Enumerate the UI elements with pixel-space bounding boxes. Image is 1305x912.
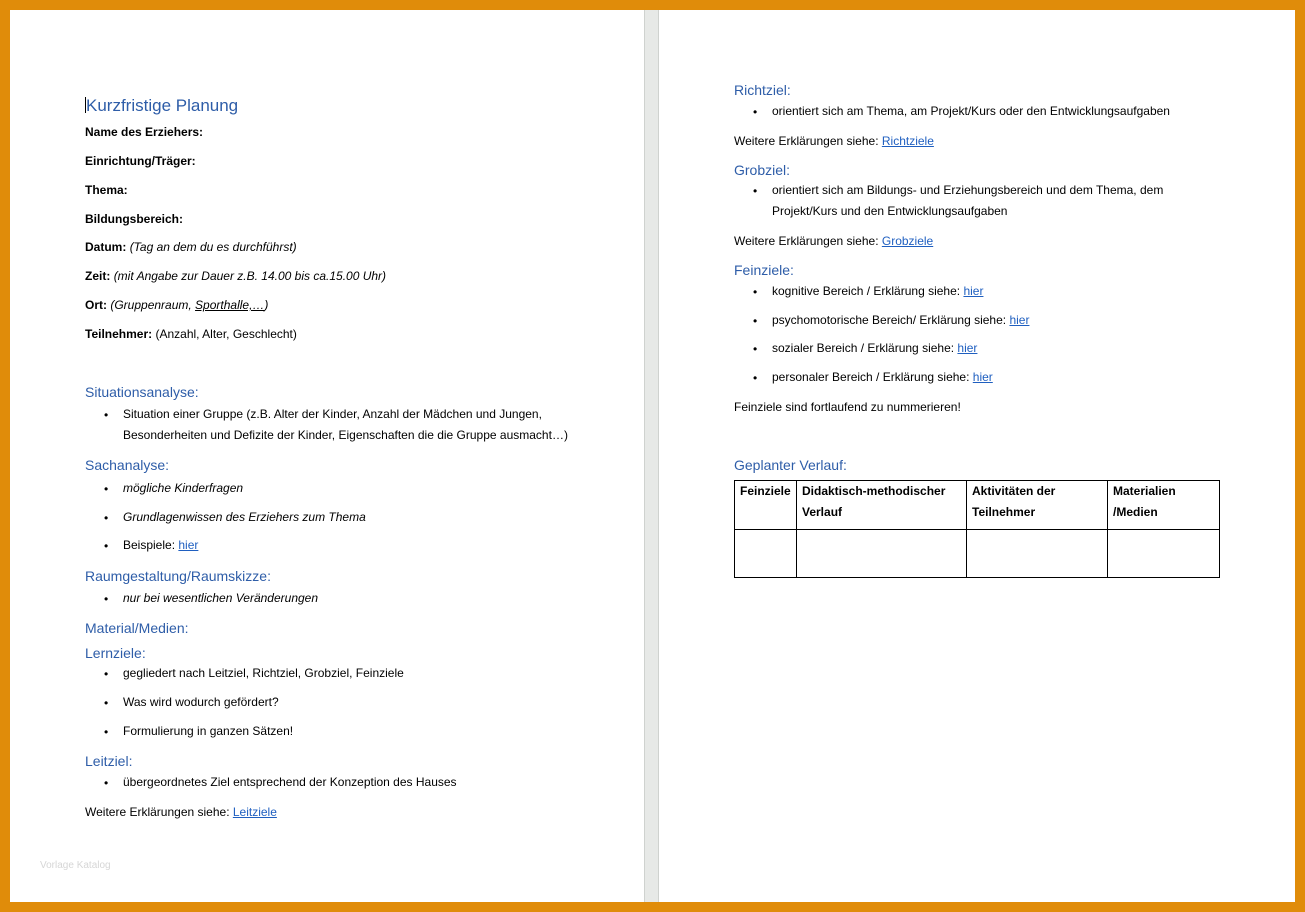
field-thema[interactable]: Thema: (85, 183, 128, 197)
list-item: kognitive Bereich / Erklärung siehe: hier (772, 284, 984, 298)
table-row (735, 530, 1220, 578)
link-leitziele[interactable]: Leitziele (232, 805, 277, 819)
link-grobziele[interactable]: Grobziele (881, 234, 934, 248)
list-item: Grundlagenwissen des Erziehers zum Thema (123, 510, 366, 524)
link-personal[interactable]: hier (972, 370, 993, 384)
table-cell[interactable] (735, 530, 797, 578)
heading-verlauf: Geplanter Verlauf: (734, 457, 847, 473)
table-header-cell[interactable]: Didaktisch-methodischer Verlauf (797, 481, 967, 530)
bullet-dot: • (753, 371, 758, 385)
heading-grobziel: Grobziel: (734, 162, 791, 178)
watermark: Vorlage Katalog (40, 860, 111, 871)
page-left (10, 10, 644, 902)
field-ort[interactable]: Ort: (Gruppenraum, Sporthalle,…) (85, 298, 269, 312)
list-item: Was wird wodurch gefördert? (123, 695, 279, 709)
bullet-dot: • (104, 725, 109, 739)
link-psychomotorisch[interactable]: hier (1009, 313, 1030, 327)
bullet-dot: • (104, 482, 109, 496)
list-item: personaler Bereich / Erklärung siehe: hier (772, 370, 993, 384)
link-sozial[interactable]: hier (957, 341, 978, 355)
list-item: Beispiele: hier (123, 538, 199, 552)
document-viewer (10, 10, 1295, 902)
list-item: psychomotorische Bereich/ Erklärung siehe: hier (772, 313, 1030, 327)
heading-raumgestaltung: Raumgestaltung/Raumskizze: (85, 568, 271, 584)
richtziel-more: Weitere Erklärungen siehe: Richtziele (734, 134, 934, 148)
field-zeit[interactable]: Zeit: (mit Angabe zur Dauer z.B. 14.00 bis ca.15.00 Uhr) (85, 269, 387, 283)
grobziel-more: Weitere Erklärungen siehe: Grobziele (734, 234, 934, 248)
link-richtziele[interactable]: Richtziele (881, 134, 934, 148)
list-item: sozialer Bereich / Erklärung siehe: hier (772, 341, 978, 355)
link-beispiele[interactable]: hier (178, 538, 199, 552)
table-header-row (735, 481, 1220, 530)
bullet-dot: • (104, 696, 109, 710)
bullet-dot: • (753, 105, 758, 119)
heading-situationsanalyse: Situationsanalyse: (85, 384, 199, 400)
field-datum[interactable]: Datum: (Tag an dem du es durchführst) (85, 240, 297, 254)
field-bildungsbereich[interactable]: Bildungsbereich: (85, 212, 184, 226)
link-kognitiv[interactable]: hier (963, 284, 984, 298)
verlauf-table (734, 480, 1220, 578)
heading-sachanalyse: Sachanalyse: (85, 457, 170, 473)
heading-richtziel: Richtziel: (734, 82, 791, 98)
table-header-cell[interactable]: Feinziele (735, 481, 797, 530)
list-item: nur bei wesentlichen Veränderungen (123, 591, 319, 605)
table-cell[interactable] (967, 530, 1108, 578)
list-item: mögliche Kinderfragen (123, 481, 244, 495)
bullet-dot: • (753, 285, 758, 299)
heading-lernziele: Lernziele: (85, 645, 146, 661)
field-einrichtung[interactable]: Einrichtung/Träger: (85, 154, 196, 168)
field-name[interactable]: Name des Erziehers: (85, 125, 204, 139)
list-item: gegliedert nach Leitziel, Richtziel, Grobziel, Feinziele (123, 666, 404, 680)
list-item: Situation einer Gruppe (z.B. Alter der Kinder, Anzahl der Mädchen und Jungen, Besonderheiten und Defizite der Kinder, Eigenschaften die die Gruppe ausmacht…) (123, 407, 568, 442)
feinziele-note: Feinziele sind fortlaufend zu nummerieren! (734, 400, 961, 414)
heading-leitziel: Leitziel: (85, 753, 133, 769)
heading-material: Material/Medien: (85, 620, 189, 636)
field-teilnehmer[interactable]: Teilnehmer: (Anzahl, Alter, Geschlecht) (85, 327, 297, 341)
leitziel-more: Weitere Erklärungen siehe: Leitziele (85, 805, 277, 819)
table-cell[interactable] (1108, 530, 1220, 578)
heading-feinziele: Feinziele: (734, 262, 794, 278)
table-header-cell[interactable]: Materialien /Medien (1108, 481, 1220, 530)
bullet-dot: • (753, 314, 758, 328)
bullet-dot: • (104, 667, 109, 681)
list-item: übergeordnetes Ziel entsprechend der Konzeption des Hauses (123, 775, 457, 789)
bullet-dot: • (104, 539, 109, 553)
table-header-cell[interactable]: Aktivitäten der Teilnehmer (967, 481, 1108, 530)
page-gutter (644, 10, 659, 902)
bullet-dot: • (104, 776, 109, 790)
bullet-dot: • (753, 184, 758, 198)
document-title[interactable]: Kurzfristige Planung (86, 96, 239, 115)
bullet-dot: • (104, 511, 109, 525)
list-item: orientiert sich am Bildungs- und Erziehungsbereich und dem Thema, dem Projekt/Kurs und den Entwicklungsaufgaben (772, 183, 1164, 218)
table-cell[interactable] (797, 530, 967, 578)
list-item: orientiert sich am Thema, am Projekt/Kurs oder den Entwicklungsaufgaben (772, 104, 1170, 118)
bullet-dot: • (104, 592, 109, 606)
bullet-dot: • (104, 408, 109, 422)
bullet-dot: • (753, 342, 758, 356)
page-right (659, 10, 1295, 902)
list-item: Formulierung in ganzen Sätzen! (123, 724, 294, 738)
